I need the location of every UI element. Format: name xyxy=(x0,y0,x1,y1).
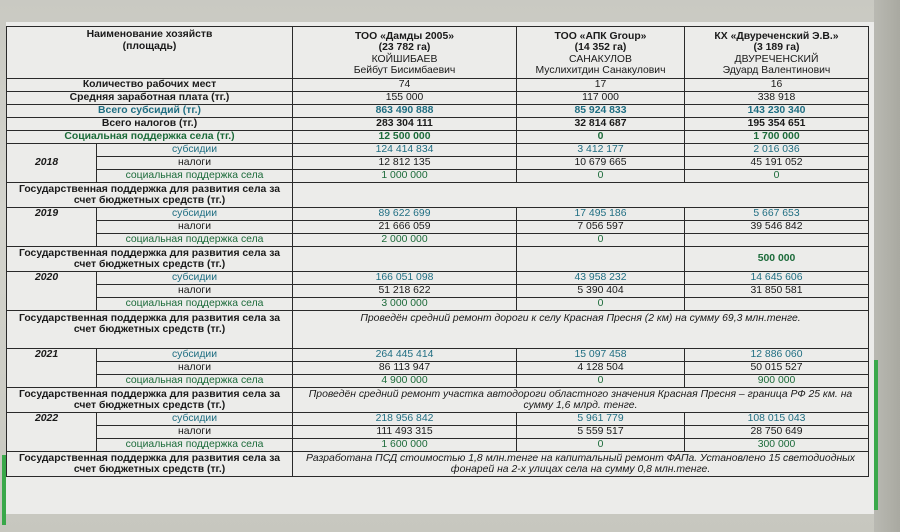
row-label: Количество рабочих мест xyxy=(7,79,293,92)
state-support-note: Проведён средний ремонт участка автодороги областного значения Красная Пресня – граница РФ 25 км. на сумму 1,6 млрд. тенге. xyxy=(293,388,869,413)
row-label: социальная поддержка села xyxy=(97,375,293,388)
value-cell: 39 546 842 xyxy=(685,221,869,234)
farms-statistics-table xyxy=(6,26,869,477)
year-2020-taxes-row xyxy=(7,285,869,298)
value-cell: 5 390 404 xyxy=(517,285,685,298)
year-2021-taxes-row xyxy=(7,362,869,375)
row-label: социальная поддержка села xyxy=(97,439,293,452)
year-label: 2022 xyxy=(7,413,97,452)
value-cell: 32 814 687 xyxy=(517,118,685,131)
summary-row-jobs xyxy=(7,79,869,92)
value-cell: 218 956 842 xyxy=(293,413,517,426)
value-cell: 4 128 504 xyxy=(517,362,685,375)
state-support-value: 500 000 xyxy=(685,247,869,272)
value-cell: 1 600 000 xyxy=(293,439,517,452)
value-cell: 5 961 779 xyxy=(517,413,685,426)
farm-header-1 xyxy=(293,27,517,79)
year-2020-social-row xyxy=(7,298,869,311)
value-cell: 12 812 135 xyxy=(293,157,517,170)
value-cell: 0 xyxy=(517,131,685,144)
year-2022-social-row xyxy=(7,439,869,452)
year-2021-social-row xyxy=(7,375,869,388)
value-cell: 863 490 888 xyxy=(293,105,517,118)
left-edge-strip xyxy=(2,455,6,525)
year-2022-subsidies-row xyxy=(7,413,869,426)
value-cell: 0 xyxy=(517,298,685,311)
value-cell: 50 015 527 xyxy=(685,362,869,375)
value-cell: 3 412 177 xyxy=(517,144,685,157)
value-cell: 264 445 414 xyxy=(293,349,517,362)
scrollbar-strip xyxy=(874,360,878,510)
value-cell: 51 218 622 xyxy=(293,285,517,298)
farm-area: (14 352 га) xyxy=(574,42,627,53)
value-cell: 124 414 834 xyxy=(293,144,517,157)
value-cell xyxy=(685,234,869,247)
value-cell: 5 667 653 xyxy=(685,208,869,221)
row-label: налоги xyxy=(97,426,293,439)
state-support-row-2018 xyxy=(7,183,869,208)
state-support-note: Разработана ПСД стоимостью 1,8 млн.тенге на капитальный ремонт ФАПа. Установлено 15 светодиодных фонарей на 2-х улицах села на сумму 0,8 млн.тенге. xyxy=(293,452,869,477)
value-cell: 0 xyxy=(685,170,869,183)
value-cell: 10 679 665 xyxy=(517,157,685,170)
table-header-row xyxy=(7,27,869,79)
row-label: субсидии xyxy=(97,349,293,362)
value-cell: 4 900 000 xyxy=(293,375,517,388)
year-2018-subsidies-row xyxy=(7,144,869,157)
row-label: субсидии xyxy=(97,272,293,285)
farm-person: Бейбут Бисимбаевич xyxy=(353,65,456,76)
state-support-row-2021 xyxy=(7,388,869,413)
summary-row-social xyxy=(7,131,869,144)
summary-row-taxes xyxy=(7,118,869,131)
year-2020-subsidies-row xyxy=(7,272,869,285)
farm-name: ТОО «АПК Group» xyxy=(554,30,647,42)
summary-row-subsidies xyxy=(7,105,869,118)
value-cell: 338 918 xyxy=(685,92,869,105)
value-cell: 16 xyxy=(685,79,869,92)
row-label: Государственная поддержка для развития села за счет бюджетных средств (тг.) xyxy=(7,183,293,208)
year-label: 2021 xyxy=(7,349,97,388)
value-cell: 17 495 186 xyxy=(517,208,685,221)
farm-person: Муслихитдин Санакулович xyxy=(535,65,666,76)
year-label: 2019 xyxy=(7,208,97,247)
value-cell: 0 xyxy=(517,170,685,183)
state-support-value xyxy=(517,247,685,272)
farm-area: (23 782 га) xyxy=(378,42,431,53)
value-cell: 283 304 111 xyxy=(293,118,517,131)
value-cell: 117 000 xyxy=(517,92,685,105)
value-cell: 21 666 059 xyxy=(293,221,517,234)
year-label: 2020 xyxy=(7,272,97,311)
value-cell: 31 850 581 xyxy=(685,285,869,298)
farm-head: САНАКУЛОВ xyxy=(569,53,632,65)
year-label: 2018 xyxy=(7,144,97,183)
row-label: социальная поддержка села xyxy=(97,234,293,247)
value-cell: 0 xyxy=(517,234,685,247)
year-2018-social-row xyxy=(7,170,869,183)
row-label: Государственная поддержка для развития села за счет бюджетных средств (тг.) xyxy=(7,311,293,349)
value-cell: 17 xyxy=(517,79,685,92)
header-label: Наименование хозяйств (площадь) xyxy=(86,29,213,52)
row-label: Государственная поддержка для развития села за счет бюджетных средств (тг.) xyxy=(7,388,293,413)
row-label: Средняя заработная плата (тг.) xyxy=(7,92,293,105)
value-cell: 0 xyxy=(517,375,685,388)
farm-header-2 xyxy=(517,27,685,79)
state-support-row-2019 xyxy=(7,247,869,272)
value-cell: 14 645 606 xyxy=(685,272,869,285)
row-label: Всего налогов (тг.) xyxy=(7,118,293,131)
row-label: субсидии xyxy=(97,413,293,426)
year-2019-taxes-row xyxy=(7,221,869,234)
column-header-farms xyxy=(7,27,293,79)
value-cell: 195 354 651 xyxy=(685,118,869,131)
farm-person: Эдуард Валентинович xyxy=(722,65,831,76)
value-cell: 28 750 649 xyxy=(685,426,869,439)
state-support-note: Проведён средний ремонт дороги к селу Красная Пресня (2 км) на сумму 69,3 млн.тенге. xyxy=(293,311,869,349)
value-cell: 1 700 000 xyxy=(685,131,869,144)
value-cell: 300 000 xyxy=(685,439,869,452)
value-cell xyxy=(685,298,869,311)
value-cell: 111 493 315 xyxy=(293,426,517,439)
value-cell: 86 113 947 xyxy=(293,362,517,375)
row-label: Всего субсидий (тг.) xyxy=(7,105,293,118)
value-cell: 0 xyxy=(517,439,685,452)
value-cell: 45 191 052 xyxy=(685,157,869,170)
value-cell: 12 886 060 xyxy=(685,349,869,362)
value-cell: 166 051 098 xyxy=(293,272,517,285)
state-support-row-2020 xyxy=(7,311,869,349)
state-support-value xyxy=(293,183,869,208)
value-cell: 155 000 xyxy=(293,92,517,105)
value-cell: 5 559 517 xyxy=(517,426,685,439)
row-label: налоги xyxy=(97,157,293,170)
row-label: субсидии xyxy=(97,208,293,221)
year-2019-social-row xyxy=(7,234,869,247)
farm-area: (3 189 га) xyxy=(753,42,800,53)
value-cell: 900 000 xyxy=(685,375,869,388)
year-2021-subsidies-row xyxy=(7,349,869,362)
state-support-value xyxy=(293,247,517,272)
row-label: социальная поддержка села xyxy=(97,298,293,311)
value-cell: 2 000 000 xyxy=(293,234,517,247)
value-cell: 3 000 000 xyxy=(293,298,517,311)
row-label: субсидии xyxy=(97,144,293,157)
row-label: налоги xyxy=(97,362,293,375)
value-cell: 143 230 340 xyxy=(685,105,869,118)
value-cell: 108 015 043 xyxy=(685,413,869,426)
value-cell: 7 056 597 xyxy=(517,221,685,234)
farm-head: ДВУРЕЧЕНСКИЙ xyxy=(734,53,819,65)
farm-head: КОЙШИБАЕВ xyxy=(371,53,438,65)
value-cell: 15 097 458 xyxy=(517,349,685,362)
value-cell: 74 xyxy=(293,79,517,92)
year-2019-subsidies-row xyxy=(7,208,869,221)
row-label: налоги xyxy=(97,285,293,298)
value-cell: 12 500 000 xyxy=(293,131,517,144)
row-label: Государственная поддержка для развития села за счет бюджетных средств (тг.) xyxy=(7,452,293,477)
row-label: социальная поддержка села xyxy=(97,170,293,183)
farm-name: КХ «Двуреченский Э.В.» xyxy=(714,30,839,42)
summary-row-salary xyxy=(7,92,869,105)
value-cell: 43 958 232 xyxy=(517,272,685,285)
row-label: Государственная поддержка для развития села за счет бюджетных средств (тг.) xyxy=(7,247,293,272)
farm-header-3 xyxy=(685,27,869,79)
value-cell: 1 000 000 xyxy=(293,170,517,183)
state-support-row-2022 xyxy=(7,452,869,477)
row-label: Социальная поддержка села (тг.) xyxy=(7,131,293,144)
year-2022-taxes-row xyxy=(7,426,869,439)
value-cell: 2 016 036 xyxy=(685,144,869,157)
row-label: налоги xyxy=(97,221,293,234)
farm-name: ТОО «Дамды 2005» xyxy=(354,30,455,42)
value-cell: 85 924 833 xyxy=(517,105,685,118)
value-cell: 89 622 699 xyxy=(293,208,517,221)
year-2018-taxes-row xyxy=(7,157,869,170)
